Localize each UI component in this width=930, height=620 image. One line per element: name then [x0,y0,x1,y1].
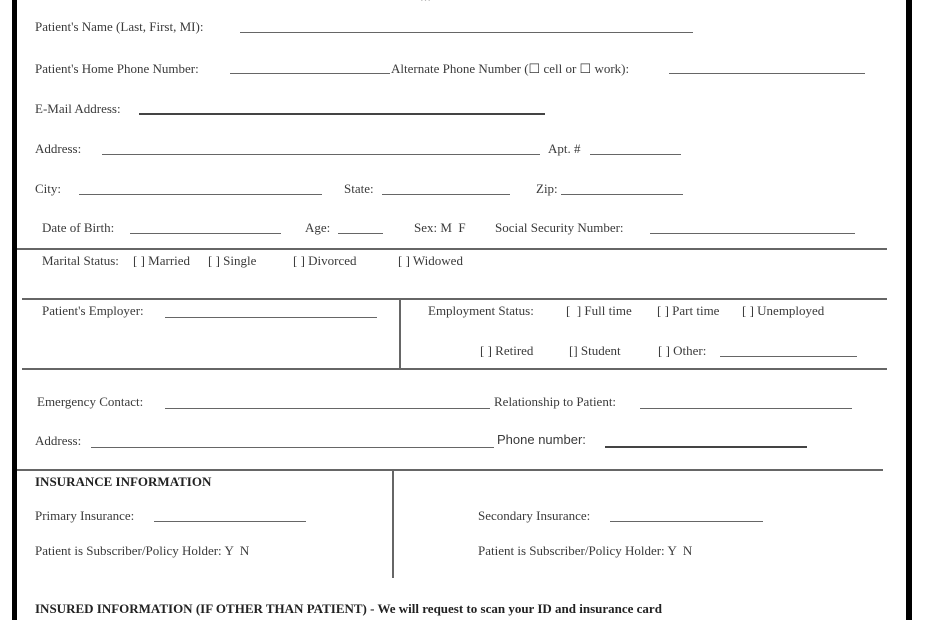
marital-option-widowed[interactable]: [ ] Widowed [398,253,463,268]
primary-insurance-field[interactable] [154,521,306,522]
relationship-field[interactable] [640,408,852,409]
age-label: Age: [305,220,331,235]
patient-name-label: Patient's Name (Last, First, MI): [35,19,204,34]
ssn-field[interactable] [650,233,855,234]
ssn-label: Social Security Number: [495,220,624,235]
city-field[interactable] [79,194,322,195]
patient-name-field[interactable] [240,32,693,33]
employment-status-label: Employment Status: [428,303,534,318]
primary-subscriber-yn[interactable]: Patient is Subscriber/Policy Holder: Y N [35,543,250,558]
address-label: Address: [35,141,82,156]
employment-option-other[interactable]: [ ] Other: [658,343,707,358]
page-border-right [906,0,912,620]
employment-option-retired[interactable]: [ ] Retired [480,343,534,358]
state-label: State: [344,181,374,196]
alt-phone-label: Alternate Phone Number (☐ cell or ☐ work): [391,61,630,76]
secondary-subscriber-yn[interactable]: Patient is Subscriber/Policy Holder: Y N [478,543,693,558]
emergency-phone-field[interactable] [605,446,807,448]
apt-label: Apt. # [548,141,581,156]
apt-field[interactable] [590,154,681,155]
marital-option-divorced[interactable]: [ ] Divorced [293,253,357,268]
section-divider [22,298,887,300]
emergency-contact-field[interactable] [165,408,490,409]
column-divider [399,298,401,369]
employer-field[interactable] [165,317,377,318]
insured-information-heading: INSURED INFORMATION (IF OTHER THAN PATIENT) - We will request to scan your ID and insurance card [35,601,662,616]
dob-field[interactable] [130,233,281,234]
age-field[interactable] [338,233,383,234]
state-field[interactable] [382,194,510,195]
sex-selector[interactable]: Sex: M F [414,220,466,235]
employment-option-student[interactable]: [] Student [569,343,621,358]
primary-insurance-label: Primary Insurance: [35,508,135,523]
emergency-address-label: Address: [35,433,82,448]
dob-label: Date of Birth: [42,220,115,235]
zip-label: Zip: [536,181,558,196]
home-phone-field[interactable] [230,73,390,74]
section-divider [17,248,887,250]
section-divider [17,469,883,471]
section-divider [22,368,887,370]
secondary-insurance-label: Secondary Insurance: [478,508,591,523]
marital-option-single[interactable]: [ ] Single [208,253,257,268]
employment-other-field[interactable] [720,356,857,357]
relationship-label: Relationship to Patient: [494,394,617,409]
emergency-contact-label: Emergency Contact: [37,394,144,409]
column-divider [392,470,394,578]
home-phone-label: Patient's Home Phone Number: [35,61,199,76]
email-field[interactable] [139,113,545,115]
employment-option-unemployed[interactable]: [ ] Unemployed [742,303,825,318]
emergency-address-field[interactable] [91,447,494,448]
address-field[interactable] [102,154,540,155]
employer-label: Patient's Employer: [42,303,144,318]
cut-off-title-fragment [420,0,431,4]
employment-option-part-time[interactable]: [ ] Part time [657,303,720,318]
marital-status-label: Marital Status: [42,253,119,268]
zip-field[interactable] [561,194,683,195]
alt-phone-field[interactable] [669,73,865,74]
secondary-insurance-field[interactable] [610,521,763,522]
email-label: E-Mail Address: [35,101,121,116]
marital-option-married[interactable]: [ ] Married [133,253,191,268]
page-border-left [12,0,17,620]
city-label: City: [35,181,62,196]
emergency-phone-label: Phone number: [497,432,586,447]
employment-option-full-time[interactable]: [ ] Full time [566,303,632,318]
insurance-heading: INSURANCE INFORMATION [35,474,212,489]
